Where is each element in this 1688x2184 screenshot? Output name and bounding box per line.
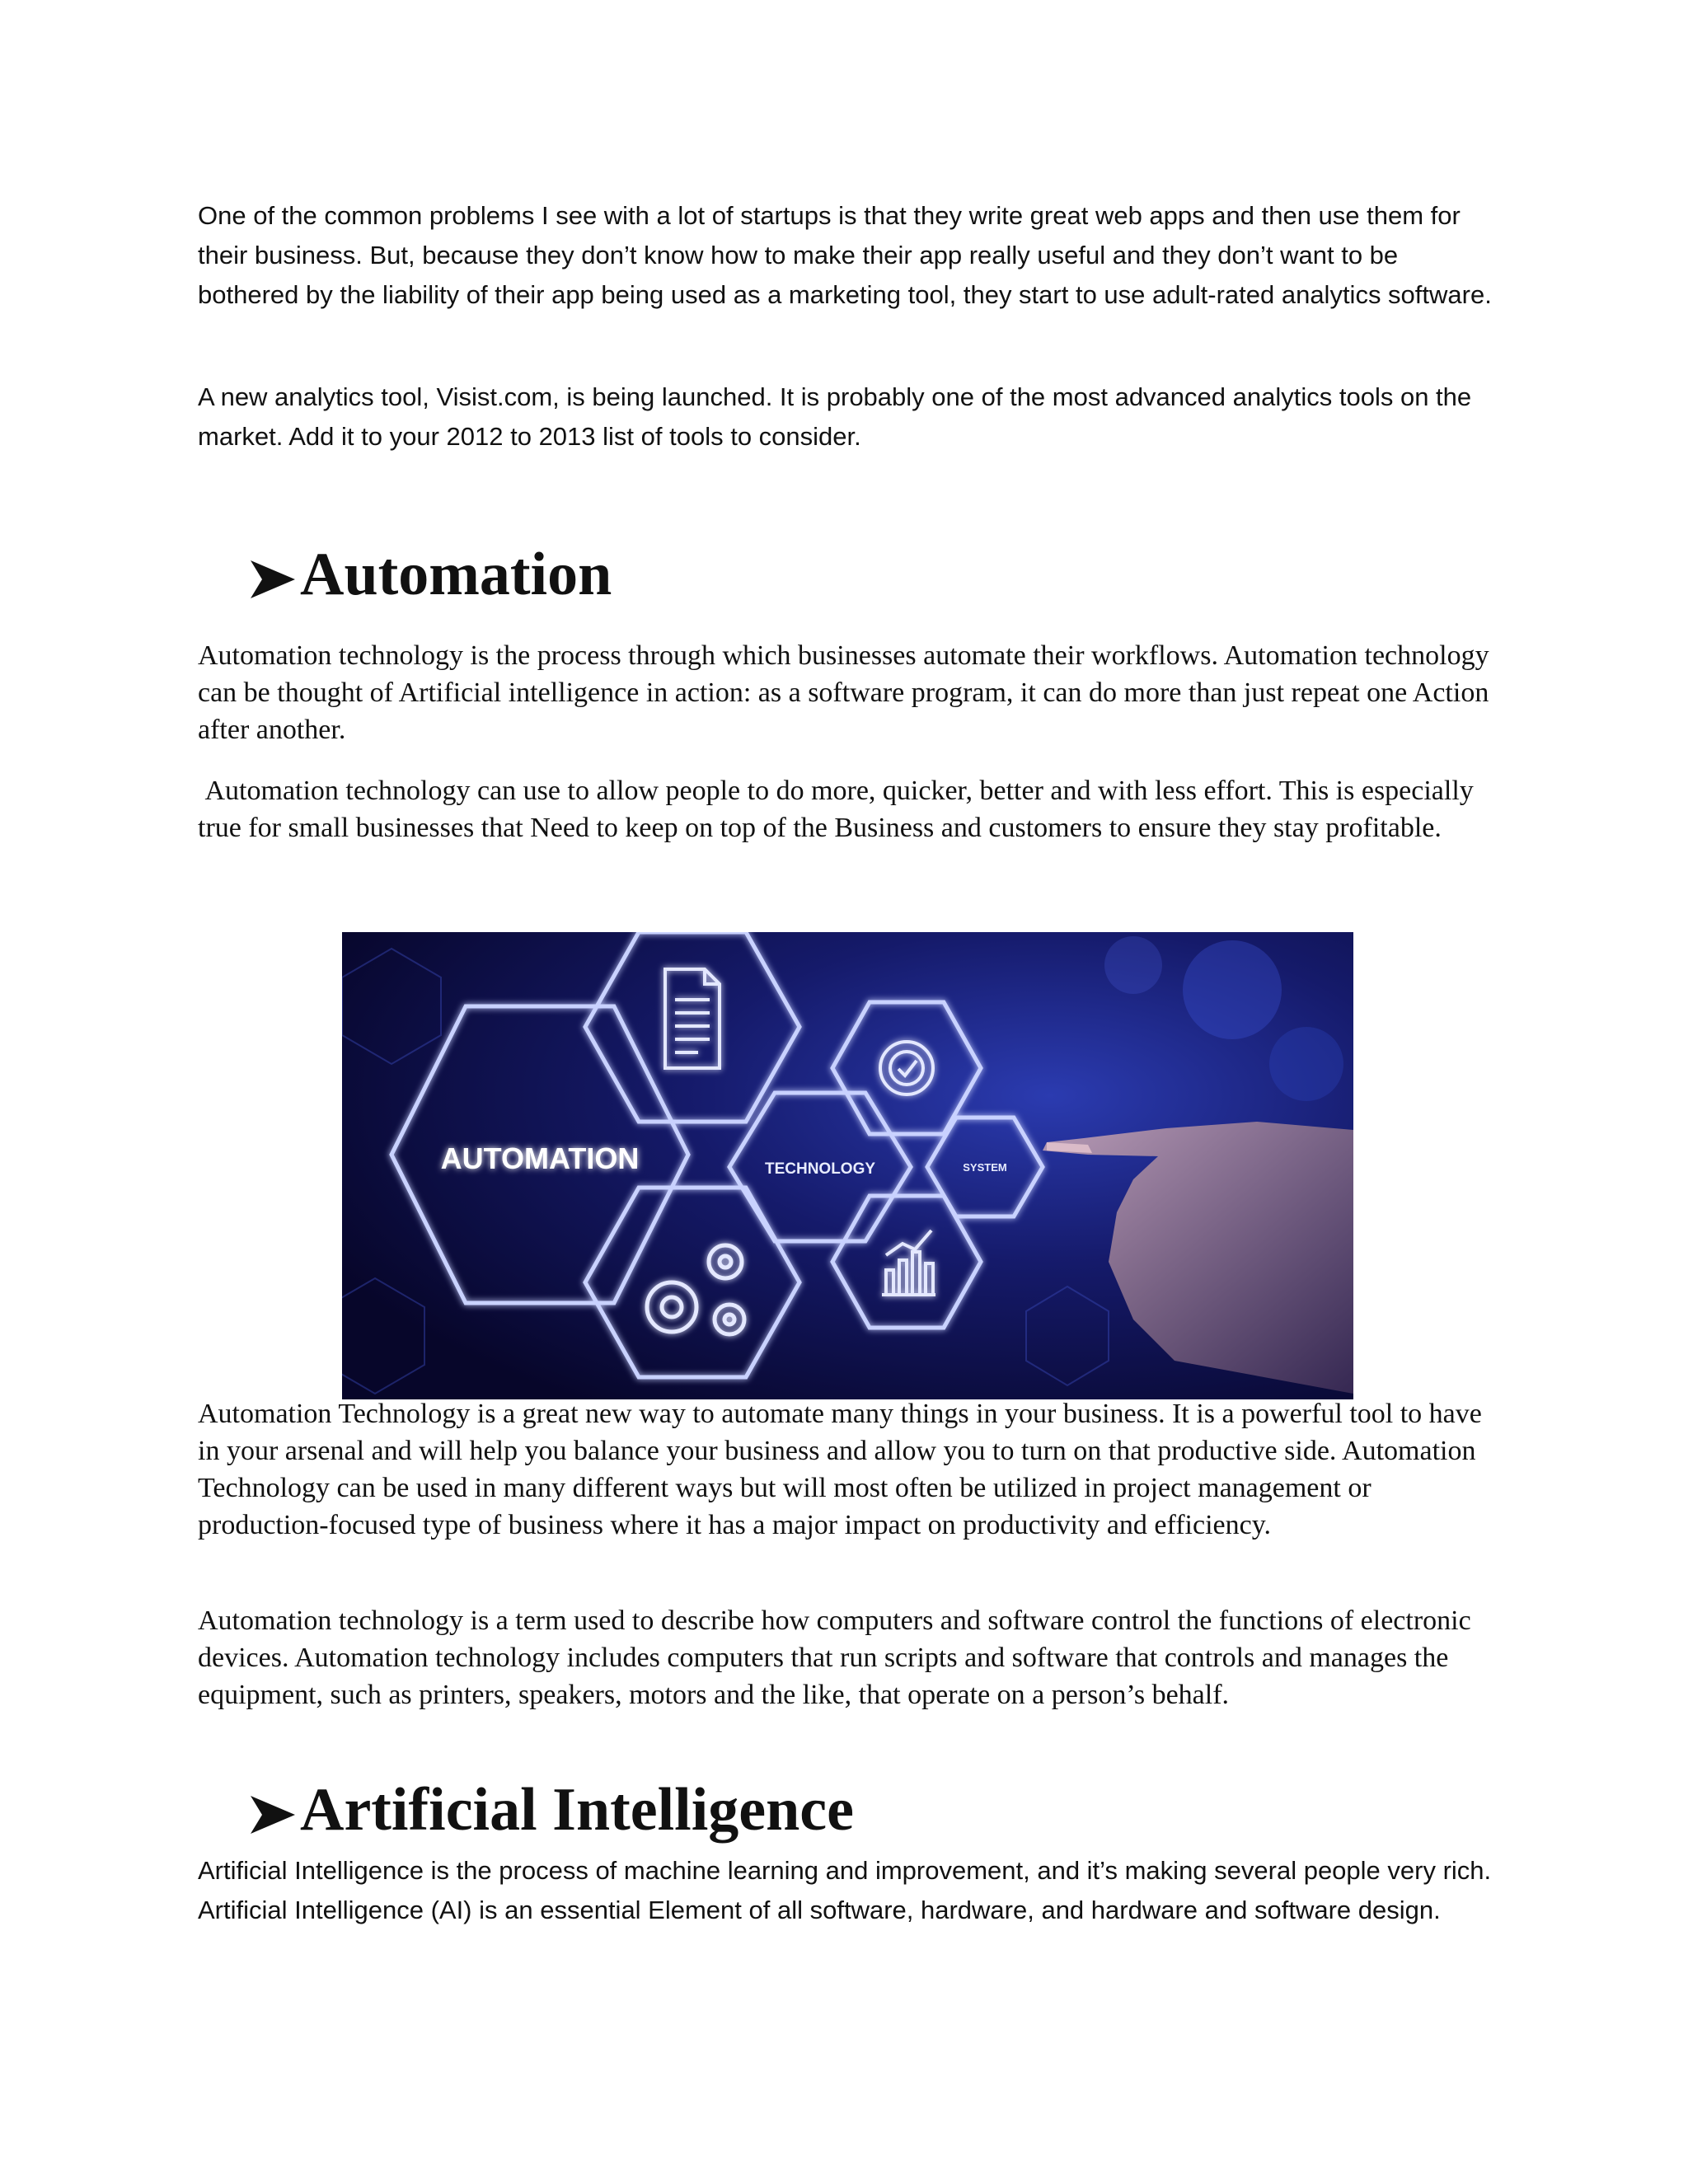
intro-paragraph-1: One of the common problems I see with a lot of startups is that they write great web apps and then use them for their business. But, because they don’t know how to make their app really useful and they don’t want to be bothered by the liability of their app being used as a marketing tool, they start to use adult-rated analytics software.	[198, 201, 1492, 309]
image-label-system: SYSTEM	[963, 1161, 1007, 1174]
ai-heading	[249, 1775, 854, 1850]
automation-paragraph-3: Automation Technology is a great new way to automate many things in your business. It is a powerful tool to have in your arsenal and will help you balance your business and allow you to turn on that productive side. Automation Technology can be used in many different ways but will most often be utilized in project management or production-focused type of business where it has a major impact on productivity and efficiency.	[198, 1399, 1482, 1540]
image-label-automation: AUTOMATION	[440, 1141, 640, 1175]
automation-heading-text: Automation	[300, 541, 612, 608]
image-label-technology: TECHNOLOGY	[764, 1160, 876, 1178]
automation-paragraph-2: Automation technology can use to allow people to do more, quicker, better and with less effort. This is especially true for small businesses that Need to keep on top of the Business and customers to ensure they stay profitable.	[198, 776, 1481, 843]
intro-paragraph-2: A new analytics tool, Visist.com, is being launched. It is probably one of the most advanced analytics tools on the market. Add it to your 2012 to 2013 list of tools to consider.	[198, 382, 1472, 451]
automation-heading	[249, 540, 612, 615]
ai-heading-text: Artificial Intelligence	[300, 1776, 854, 1844]
automation-paragraph-1: Automation technology is the process through which businesses automate their workflows. Automation technology can be thought of Artificial intelligence in action: as a software program, it can do more than just repeat one Action after another.	[198, 640, 1489, 745]
ai-paragraph-1: Artificial Intelligence is the process of machine learning and improvement, and it’s making several people very rich. Artificial Intelligence (AI) is an essential Element of all software, hardware, and hardware and software design.	[198, 1856, 1492, 1924]
arrowhead-bullet-icon	[249, 546, 297, 615]
automation-technology-image	[342, 932, 1353, 1399]
arrowhead-bullet-icon	[249, 1781, 297, 1850]
automation-paragraph-4: Automation technology is a term used to describe how computers and software control the functions of electronic devices. Automation technology includes computers that run scripts and software that controls and manages the equipment, such as printers, speakers, motors and the like, that operate on a person’s behalf.	[198, 1605, 1471, 1710]
